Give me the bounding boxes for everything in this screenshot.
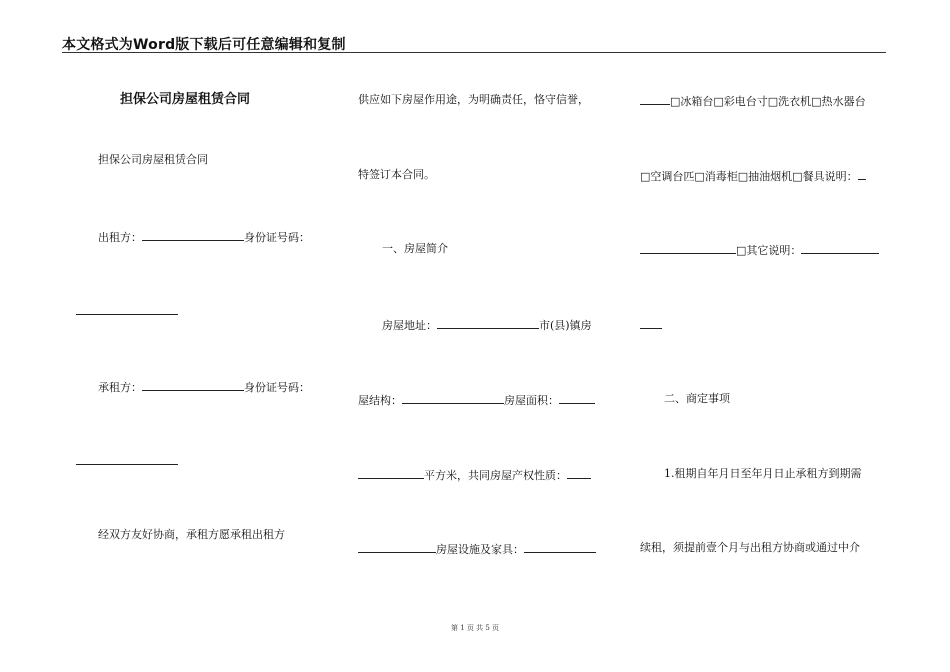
address-suffix: 市(县)镇房 — [539, 319, 592, 332]
signing-line: 特签订本合同。 — [358, 168, 435, 181]
lessee-id-label: 身份证号码： — [244, 381, 310, 394]
lessor-name-blank — [142, 229, 244, 241]
lessee-id-blank — [76, 453, 178, 465]
agreement-paragraph-start: 经双方友好协商，承租方愿承租出租方 — [98, 528, 285, 541]
structure-line — [358, 392, 595, 408]
facility-line — [358, 541, 596, 557]
lessee-name-blank — [142, 379, 244, 391]
lessee-label: 承租方： — [98, 381, 142, 394]
appliance-line-1 — [640, 93, 866, 109]
column-3 — [640, 0, 898, 672]
address-blank — [437, 317, 539, 329]
facility-label: 房屋设施及家具： — [436, 543, 524, 556]
other-notes-continued — [640, 317, 662, 333]
appliance-pre-blank — [640, 93, 670, 105]
appliance-note-blank — [858, 168, 866, 180]
facility-blank — [524, 541, 596, 553]
area-unit-line — [358, 467, 591, 483]
lessee-line — [98, 379, 310, 395]
purpose-line: 供应如下房屋作用途，为明确责任，恪守信誉， — [358, 93, 589, 106]
other-notes-label: □其它说明： — [736, 244, 802, 257]
section-house-intro: 一、房屋简介 — [382, 242, 448, 255]
lessor-line — [98, 229, 310, 245]
lessor-label: 出租方： — [98, 231, 142, 244]
column-2 — [358, 0, 616, 672]
lessor-id-line — [76, 303, 178, 319]
appliance-list-2: □空调台匹□消毒柜□抽油烟机□餐具说明： — [640, 170, 858, 183]
column-1 — [76, 0, 334, 672]
area-label: 房屋面积： — [504, 394, 559, 407]
address-line — [382, 317, 592, 333]
lessor-id-blank — [76, 303, 178, 315]
page-header: 本文格式为Word版下载后可任意编辑和复制 — [62, 37, 346, 53]
facility-pre-blank — [358, 541, 436, 553]
other-notes-line — [640, 242, 879, 258]
other-pre-blank — [640, 242, 736, 254]
document-title: 担保公司房屋租赁合同 — [120, 92, 251, 107]
address-label: 房屋地址： — [382, 319, 437, 332]
page-number: 第 1 页 共 5 页 — [450, 624, 500, 632]
property-nature-blank — [567, 467, 591, 479]
lessor-id-label: 身份证号码： — [244, 231, 310, 244]
renewal-line: 续租，须提前壹个月与出租方协商或通过中介 — [640, 541, 860, 554]
document-subtitle: 担保公司房屋租赁合同 — [98, 153, 208, 166]
lease-term-line: 1.租期自年月日至年月日止承租方到期需 — [664, 467, 862, 480]
area-blank — [559, 392, 595, 404]
appliance-line-2 — [640, 168, 866, 184]
other-notes-blank — [801, 242, 879, 254]
area-value-blank — [358, 467, 424, 479]
sqm-text: 平方米，共同房屋产权性质： — [424, 469, 567, 482]
lessee-id-line — [76, 453, 178, 469]
other-notes-tail-blank — [640, 317, 662, 329]
structure-blank — [402, 392, 504, 404]
structure-label: 屋结构： — [358, 394, 402, 407]
section-agreed-items: 二、商定事项 — [664, 392, 730, 405]
appliance-list-1: □冰箱台□彩电台寸□洗衣机□热水器台 — [670, 95, 866, 108]
